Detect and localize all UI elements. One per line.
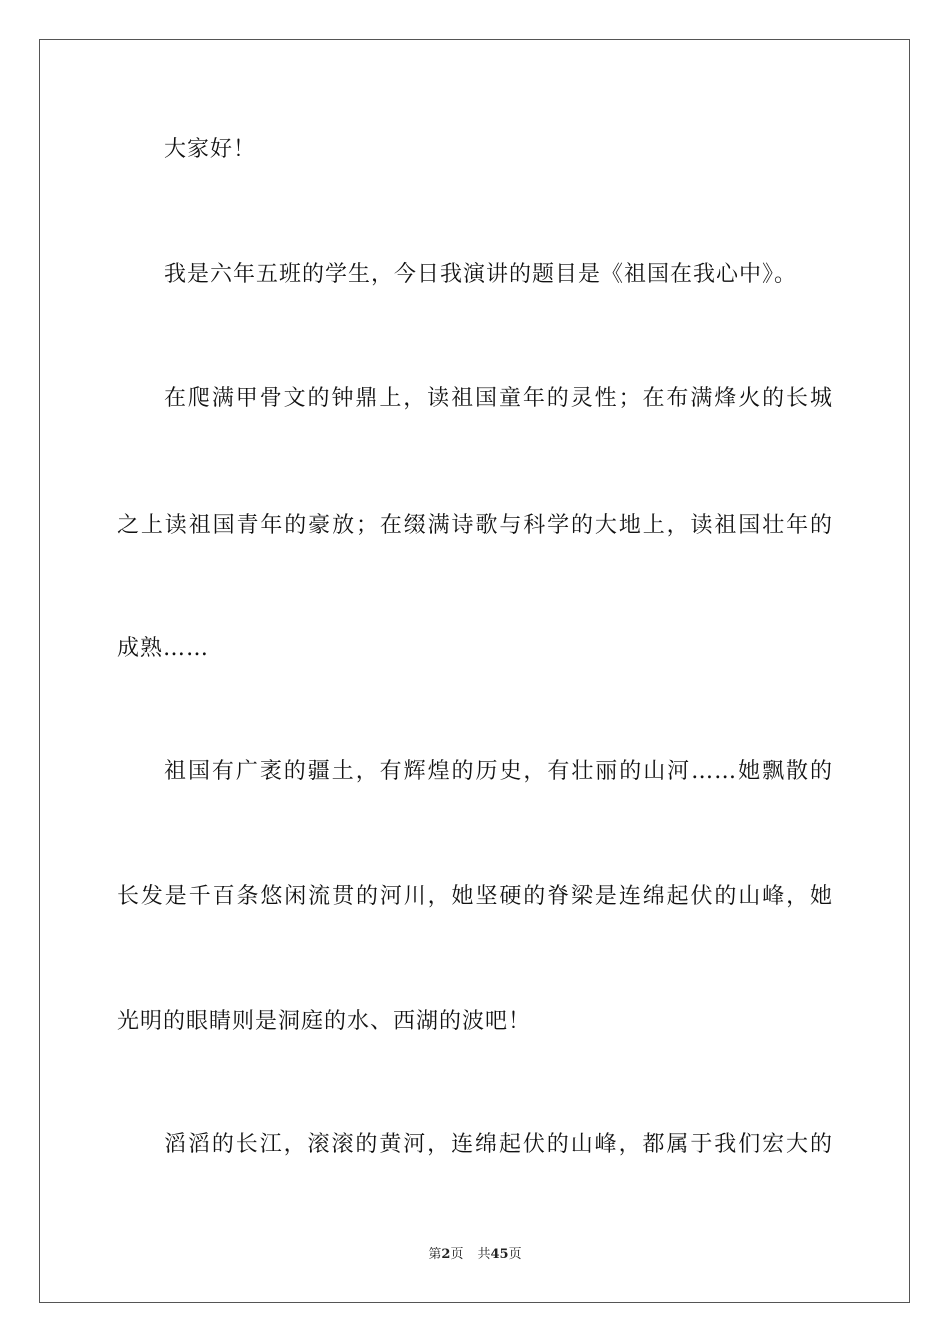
paragraph-line: 光明的眼睛则是洞庭的水、西湖的波吧！ <box>117 1009 532 1034</box>
page-footer <box>0 1247 950 1263</box>
footer-current-page: 2 <box>441 1247 451 1262</box>
footer-page-prefix: 第 <box>428 1247 442 1262</box>
paragraph-line: 祖国有广袤的疆土，有辉煌的历史，有壮丽的山河……她飘散的 <box>164 759 833 784</box>
paragraph-line: 成熟…… <box>117 636 210 661</box>
footer-total-pages: 45 <box>490 1247 509 1262</box>
paragraph-line: 之上读祖国青年的豪放；在缀满诗歌与科学的大地上，读祖国壮年的 <box>117 513 833 538</box>
paragraph-introduction: 我是六年五班的学生，今日我演讲的题目是《祖国在我心中》。 <box>164 262 798 287</box>
paragraph-greeting: 大家好！ <box>164 137 257 162</box>
paragraph-line: 滔滔的长江，滚滚的黄河，连绵起伏的山峰，都属于我们宏大的 <box>164 1132 833 1157</box>
page-border <box>39 39 910 1303</box>
footer-total-suffix: 页 <box>508 1247 522 1262</box>
paragraph-line: 长发是千百条悠闲流贯的河川，她坚硬的脊梁是连绵起伏的山峰，她 <box>117 884 833 909</box>
footer-total-prefix: 共 <box>477 1247 491 1262</box>
footer-page-suffix: 页 <box>450 1247 464 1262</box>
paragraph-line: 在爬满甲骨文的钟鼎上，读祖国童年的灵性；在布满烽火的长城 <box>164 386 833 411</box>
